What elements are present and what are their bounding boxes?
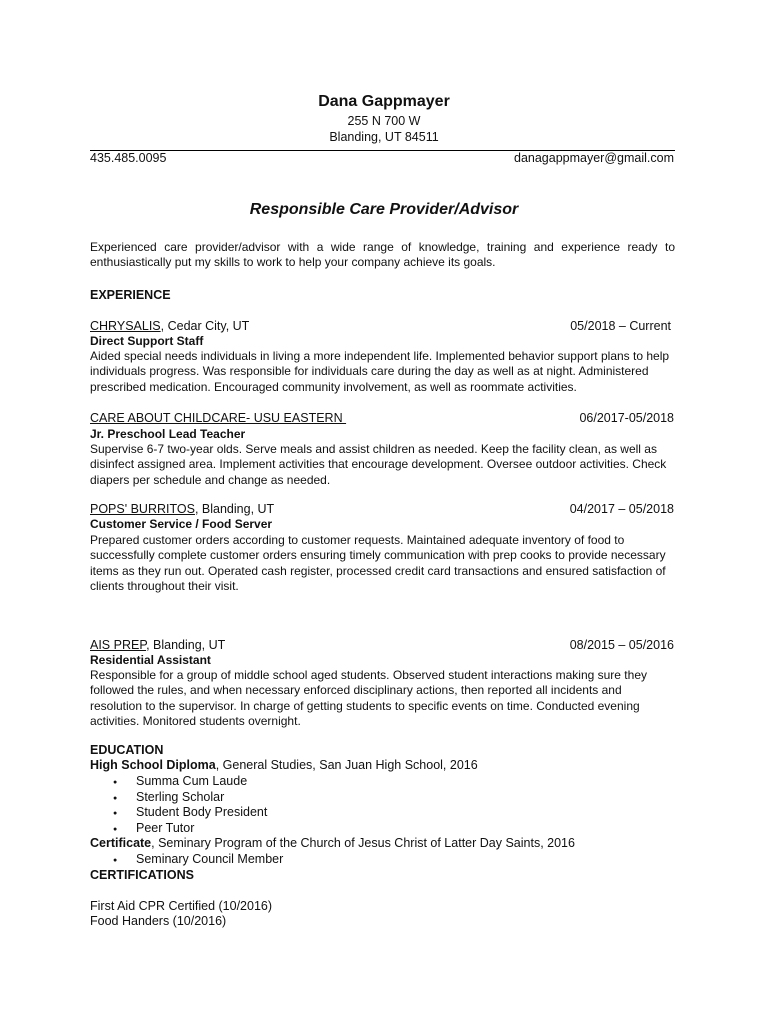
job-title: Jr. Preschool Lead Teacher (90, 427, 246, 441)
education-heading: EDUCATION (90, 743, 164, 757)
job-title: Customer Service / Food Server (90, 517, 273, 531)
job-header (90, 638, 674, 652)
resume-headline: Responsible Care Provider/Advisor (249, 201, 519, 218)
job-employer: CARE ABOUT CHILDCARE- USU EASTERN (90, 411, 347, 425)
job-dates: 06/2017-05/2018 (579, 411, 674, 425)
certification-item: First Aid CPR Certified (10/2016) (90, 899, 273, 913)
job-description: Aided special needs individuals in living a more independent life. Implemented behavior support plans to help individuals progress. Was responsible for individuals care during the day as well as at night. Administered prescribed medication. Encouraged community involvement, as well as roommate activities. (90, 349, 670, 394)
experience-heading: EXPERIENCE (90, 288, 171, 302)
job-employer-line (90, 319, 249, 333)
address-line-2: Blanding, UT 84511 (329, 130, 439, 144)
job-employer: AIS PREP (90, 638, 147, 652)
diploma-details: , General Studies, San Juan High School, 2016 (215, 758, 478, 772)
job-employer-line (90, 411, 346, 425)
diploma-line (90, 758, 478, 772)
certificate-name: Certificate (90, 836, 152, 850)
list-item: ● Student Body President (113, 805, 267, 821)
certification-item: Food Handers (10/2016) (90, 914, 227, 928)
address-line-1: 255 N 700 W (347, 114, 421, 128)
job-dates: 08/2015 – 05/2016 (569, 638, 674, 652)
email-address: danagappmayer@gmail.com (514, 151, 674, 165)
phone-number: 435.485.0095 (90, 151, 167, 165)
diploma-honors-list (113, 774, 267, 836)
job-location: , Blanding, UT (194, 502, 275, 516)
job-header (90, 319, 671, 333)
job-location: , Blanding, UT (146, 638, 226, 652)
job-employer: CHRYSALIS (90, 319, 161, 333)
candidate-name: Dana Gappmayer (318, 93, 450, 110)
list-item: ● Summa Cum Laude (113, 774, 267, 790)
certifications-heading: CERTIFICATIONS (90, 868, 194, 882)
certificate-line (90, 836, 575, 850)
job-dates: 05/2018 – Current (570, 319, 671, 333)
job-description: Supervise 6-7 two-year olds. Serve meals and assist children as needed. Keep the facility clean, as well as disinfect assigned area. Implement activities that encourage development. Oversee outdoor activities. Check diapers per schedule and change as needed. (90, 442, 667, 487)
job-location: , Cedar City, UT (160, 319, 250, 333)
job-title: Direct Support Staff (90, 334, 204, 348)
job-employer-line (90, 502, 274, 516)
job-dates: 04/2017 – 05/2018 (569, 502, 674, 516)
job-title: Residential Assistant (90, 653, 211, 667)
job-employer: POPS' BURRITOS (90, 502, 195, 516)
certificate-items-list (113, 852, 283, 868)
diploma-name: High School Diploma (90, 758, 216, 772)
list-item: ● Seminary Council Member (113, 852, 283, 868)
job-header (90, 411, 674, 425)
certificate-details: , Seminary Program of the Church of Jesus Christ of Latter Day Saints, 2016 (151, 836, 575, 850)
job-description: Responsible for a group of middle school aged students. Observed student interactions making sure they followed the rules, and when necessary enforced disciplinary actions, then reported all incidents and resolution to the supervisor. In charge of getting students to specific events on time. Conducted evening activities. Monitored students overnight. (90, 668, 647, 728)
list-item: ● Sterling Scholar (113, 790, 267, 806)
job-description: Prepared customer orders according to customer requests. Maintained adequate inventory of food to successfully complete customer orders ensuring timely communication with prep cooks to provide necessary items as they run out. Operated cash register, processed credit card transactions and ensured satisfaction of clients throughout their visit. (90, 533, 666, 593)
summary-paragraph: Experienced care provider/advisor with a wide range of knowledge, training and experience ready to enthusiastically put my skills to work to help your company achieve its goals. (90, 240, 675, 270)
job-employer-line (90, 638, 225, 652)
list-item: ● Peer Tutor (113, 821, 267, 837)
job-header (90, 502, 674, 516)
